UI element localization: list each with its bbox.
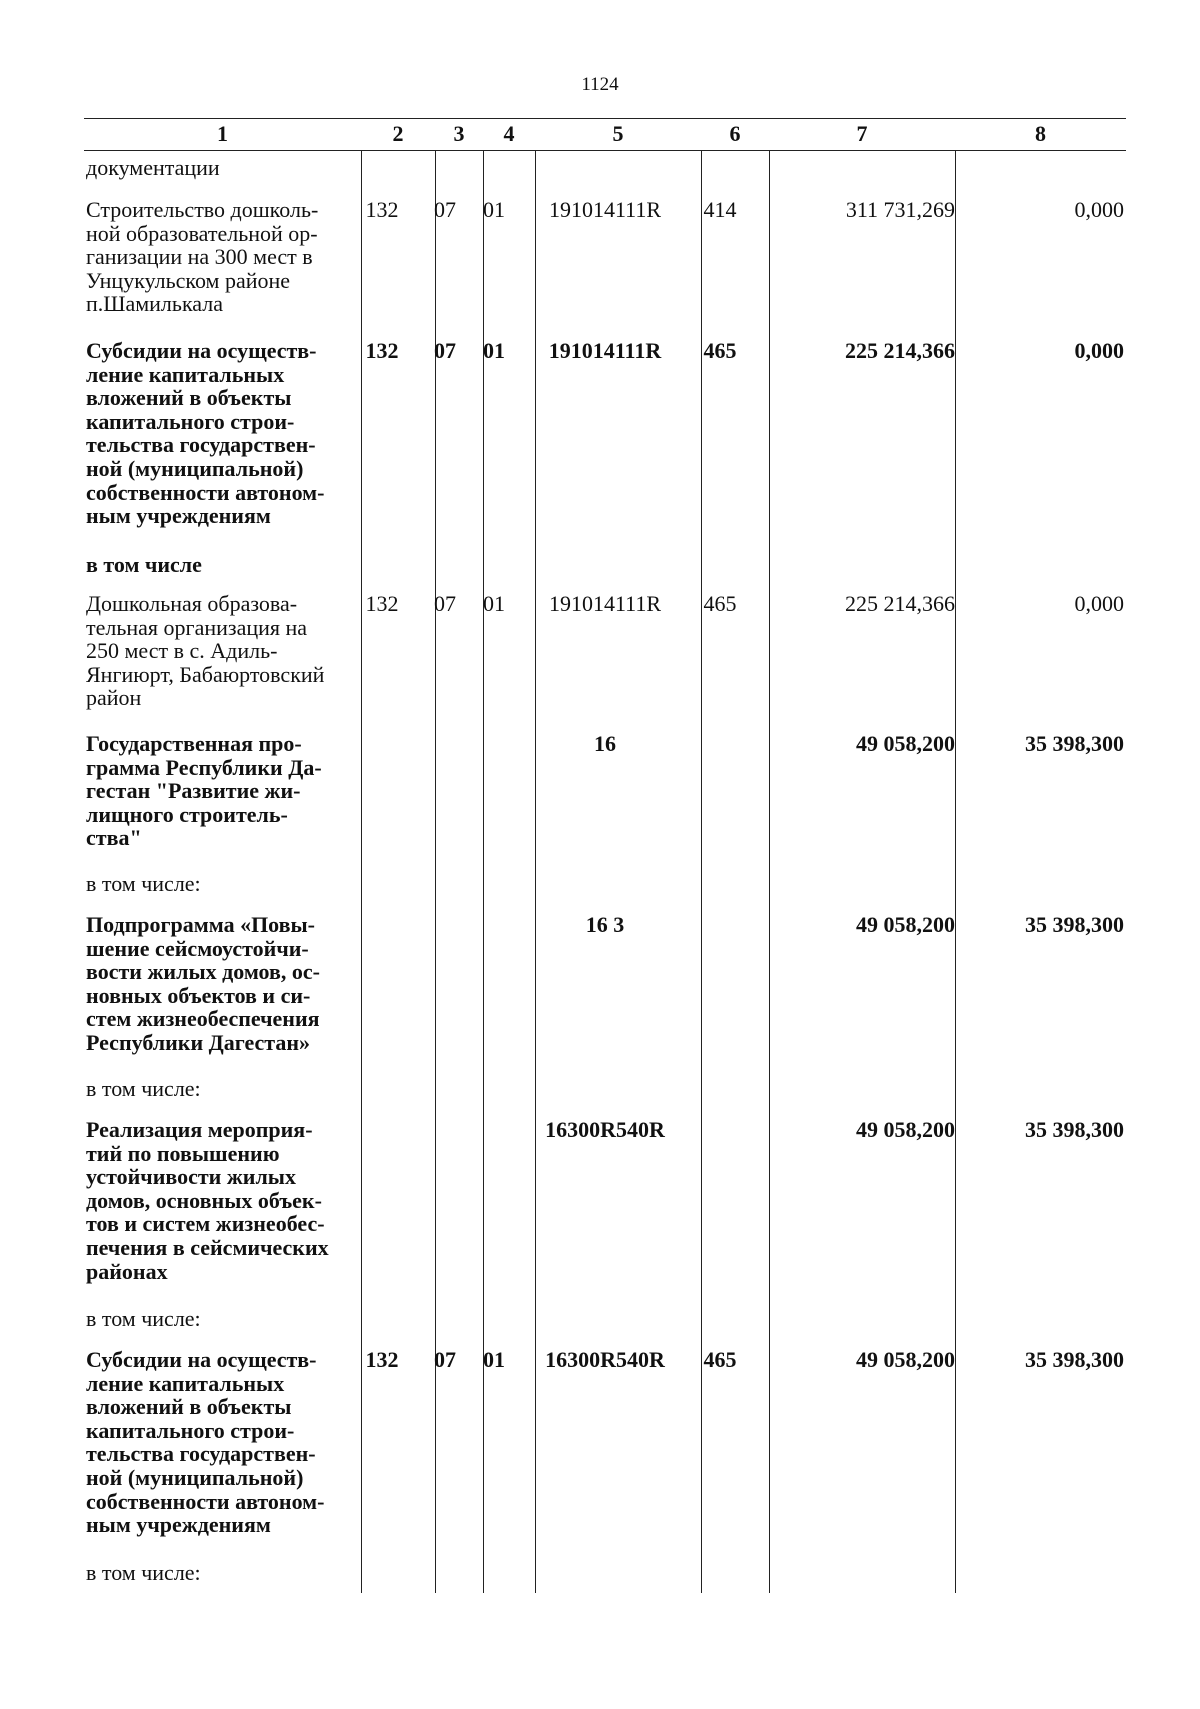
row-subsection-code: 01 [483,591,505,616]
row-expense-type: 465 [703,591,737,616]
row-name: Строительство дошколь- ной образовательной ор- ганизации на 300 мест в Унцукульском районе п.Шамилькала [86,197,319,317]
row-ministry-code: 132 [365,591,399,616]
column-divider [955,150,956,1593]
row-section-code: 07 [434,591,456,616]
column-divider [483,150,484,1593]
row-name: в том числе: [86,1560,201,1585]
column-header: 2 [392,121,404,146]
table-top-border [84,118,1126,119]
row-name: в том числе: [86,1076,201,1101]
row-target-article: 16300R540R [545,1117,665,1142]
budget-table [84,118,1126,1593]
column-divider [361,150,362,1593]
row-name: Государственная про- грамма Республики Да- гестан "Развитие жи- лищного строитель- ства" [86,731,322,851]
row-target-article: 16 [594,731,616,756]
row-section-code: 07 [434,197,456,222]
row-target-article: 16300R540R [545,1347,665,1372]
row-amount-col7: 49 058,200 [856,731,955,756]
row-amount-col8: 0,000 [1074,338,1124,363]
column-header: 7 [856,121,868,146]
row-amount-col8: 0,000 [1074,591,1124,616]
row-target-article: 191014111R [548,197,662,222]
row-amount-col7: 49 058,200 [856,1117,955,1142]
row-name: документации [86,155,220,180]
row-expense-type: 465 [703,338,737,363]
row-name: в том числе: [86,1306,201,1331]
row-subsection-code: 01 [483,338,505,363]
row-target-article: 191014111R [548,591,662,616]
row-ministry-code: 132 [365,1347,399,1372]
column-header: 4 [503,121,515,146]
row-amount-col8: 35 398,300 [1025,1347,1124,1372]
column-header: 5 [612,121,624,146]
column-divider [435,150,436,1593]
row-name: в том числе [86,552,202,577]
row-name: Дошкольная образова- тельная организация на 250 мест в с. Адиль- Янгиюрт, Бабаюртовский район [86,591,325,711]
row-name: Субсидии на осуществ- ление капитальных вложений в объекты капитального строи- тельства государствен- ной (муниципальной) собственности автоном- ным учреждениям [86,338,325,529]
row-ministry-code: 132 [365,338,399,363]
row-amount-col8: 35 398,300 [1025,912,1124,937]
row-target-article: 16 3 [585,912,625,937]
row-amount-col7: 225 214,366 [845,338,955,363]
row-amount-col7: 49 058,200 [856,912,955,937]
row-name: Реализация мероприя- тий по повышению устойчивости жилых домов, основных объек- тов и систем жизнеобес- печения в сейсмических районах [86,1117,329,1284]
column-header: 1 [217,121,228,146]
row-amount-col7: 311 731,269 [845,197,955,222]
row-subsection-code: 01 [483,1347,505,1372]
column-divider [701,150,702,1593]
row-section-code: 07 [434,338,456,363]
row-ministry-code: 132 [365,197,399,222]
column-header: 3 [453,121,465,146]
column-divider [769,150,770,1593]
column-divider [535,150,536,1593]
row-expense-type: 414 [703,197,737,222]
row-name: в том числе: [86,871,201,896]
row-section-code: 07 [434,1347,456,1372]
row-subsection-code: 01 [483,197,505,222]
row-amount-col8: 35 398,300 [1025,731,1124,756]
row-amount-col7: 225 214,366 [845,591,955,616]
row-name: Субсидии на осуществ- ление капитальных вложений в объекты капитального строи- тельства государствен- ной (муниципальной) собственности автоном- ным учреждениям [86,1347,325,1538]
row-target-article: 191014111R [548,338,662,363]
row-amount-col8: 0,000 [1074,197,1124,222]
column-header: 8 [1035,121,1046,146]
row-name: Подпрограмма «Повы- шение сейсмоустойчи- вости жилых домов, ос- новных объектов и си- стем жизнеобеспечения Республики Дагестан» [86,912,320,1055]
page-number: 1124 [581,74,619,95]
header-bottom-border [84,150,1126,151]
row-expense-type: 465 [703,1347,737,1372]
row-amount-col8: 35 398,300 [1025,1117,1124,1142]
column-header: 6 [729,121,741,146]
row-amount-col7: 49 058,200 [856,1347,955,1372]
